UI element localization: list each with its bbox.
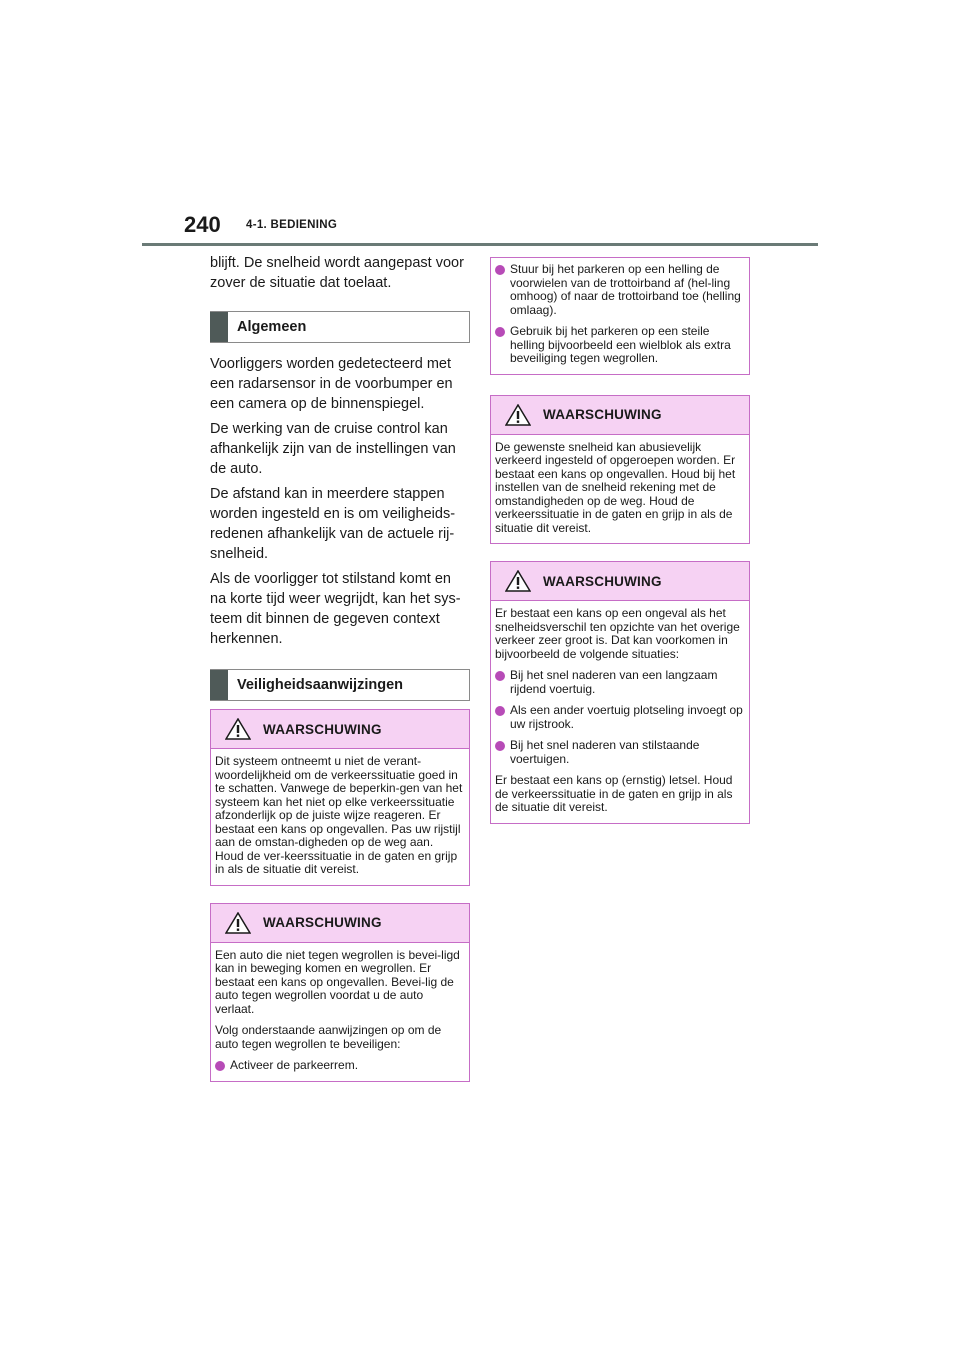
- warning-triangle-icon: [505, 570, 531, 592]
- bullet-dot-icon: [495, 741, 505, 751]
- paragraph: De afstand kan in meerdere stappen worden ingesteld en is om veiligheids-redenen afhankelijk van de actuele rij-snelheid.: [210, 486, 456, 562]
- bullet-item: [495, 263, 743, 317]
- warning-header: [491, 396, 749, 435]
- warning-title: WAARSCHUWING: [543, 573, 662, 589]
- bullet-text: Stuur bij het parkeren op een helling de voorwielen van de trottoirband af (hel-ling omhoog) of naar de trottoirband toe (helling omlaag).: [510, 262, 741, 317]
- paragraph: De werking van de cruise control kan afhankelijk zijn van de instellingen van de auto.: [210, 421, 456, 477]
- bullet-dot-icon: [495, 706, 505, 716]
- warning-header: [211, 710, 469, 749]
- warning-box: [210, 709, 470, 886]
- bullet-text: Bij het snel naderen van stilstaande voertuigen.: [510, 738, 700, 766]
- heading-safety-text: Veiligheidsaanwijzingen: [237, 677, 403, 693]
- bullet-text: Gebruik bij het parkeren op een steile helling bijvoorbeeld een wielblok als extra beveiliging tegen wegrollen.: [510, 324, 731, 365]
- bullet-item: [495, 325, 743, 366]
- paragraph: Als de voorligger tot stilstand komt en na korte tijd weer wegrijdt, kan het sys-teem dit binnen de gegeven context herkennen.: [210, 571, 461, 647]
- heading-bar: [210, 312, 228, 342]
- warning-title: WAARSCHUWING: [263, 915, 382, 930]
- warning-title: WAARSCHUWING: [543, 407, 662, 422]
- warning-text: Dit systeem ontneemt u niet de verant-woordelijkheid om de verkeerssituatie goed in te schatten. Vanwege de beperkin-gen van het systeem kan het niet op elke verkeerssituatie afzonderlijk op de juiste wijze reageren. Er bestaat een kans op ongevallen. Pas uw rijstijl aan de omstan-digheden op de weg aan. Houd de ver-keerssituatie in de gaten en grijp in als de situatie dit vereist.: [215, 754, 463, 876]
- warning-header: [211, 904, 469, 943]
- bullet-item: [215, 1059, 463, 1073]
- bullet-item: [495, 739, 743, 766]
- warning-text: De gewenste snelheid kan abusievelijk verkeerd ingesteld of opgeroepen worden. Er bestaat een kans op ongevallen. Houd bij het instellen van de snelheid rekening met de omstandigheden op de weg. Houd de verkeerssituatie in de gaten en grijp in als de situatie dit vereist.: [495, 439, 736, 535]
- warning-body: [491, 601, 749, 823]
- bullet-dot-icon: [495, 265, 505, 275]
- intro-paragraph: blijft. De snelheid wordt aangepast voor zover de situatie dat toelaat.: [210, 255, 464, 291]
- warning-text: Er bestaat een kans op een ongeval als het snelheidsverschil ten opzichte van het overige verkeer zeer groot is. Dat kan voorkomen in bijvoorbeeld de volgende situaties:: [495, 606, 740, 661]
- warning-triangle-icon: [505, 404, 531, 426]
- heading-general: [210, 311, 470, 343]
- page-number: 240: [184, 212, 221, 237]
- bullet-dot-icon: [215, 1061, 225, 1071]
- section-title: 4-1. BEDIENING: [246, 219, 338, 231]
- bullet-text: Bij het snel naderen van een langzaam rijdend voertuig.: [510, 668, 718, 696]
- warning-body: [211, 943, 469, 1081]
- heading-safety: [210, 669, 470, 701]
- warning-title: WAARSCHUWING: [263, 721, 382, 737]
- heading-general-text: Algemeen: [237, 319, 307, 335]
- bullet-text: Activeer de parkeerrem.: [230, 1058, 359, 1072]
- warning-triangle-icon: [225, 912, 251, 934]
- warning-box: [210, 903, 470, 1082]
- left-column: [210, 253, 470, 1082]
- bullet-dot-icon: [495, 327, 505, 337]
- warning-text: Volg onderstaande aanwijzingen op om de auto tegen wegrollen te beveiligen:: [215, 1023, 442, 1051]
- warning-header: [491, 562, 749, 601]
- warning-box: [490, 395, 750, 545]
- right-column: [490, 257, 750, 824]
- header-rule: [142, 243, 818, 246]
- warning-body: [491, 435, 749, 544]
- paragraph: Voorliggers worden gedetecteerd met een radarsensor in de voorbumper en een camera op de binnenspiegel.: [210, 356, 453, 412]
- bullet-text: Als een ander voertuig plotseling invoegt op uw rijstrook.: [510, 703, 743, 731]
- warning-triangle-icon: [225, 718, 251, 740]
- warning-continuation: [490, 257, 750, 375]
- warning-text: Er bestaat een kans op (ernstig) letsel. Houd de verkeerssituatie in de gaten en grijp in als de situatie dit vereist.: [495, 773, 733, 814]
- warning-body: [211, 749, 469, 885]
- warning-text: Een auto die niet tegen wegrollen is bevei-ligd kan in beweging komen en wegrollen. Er bestaat een kans op ongevallen. Bevei-lig de auto tegen wegrollen voordat u de auto verlaat.: [215, 947, 460, 1016]
- bullet-dot-icon: [495, 671, 505, 681]
- warning-box: [490, 561, 750, 824]
- bullet-item: [495, 669, 743, 696]
- heading-bar: [210, 670, 228, 700]
- bullet-item: [495, 704, 743, 731]
